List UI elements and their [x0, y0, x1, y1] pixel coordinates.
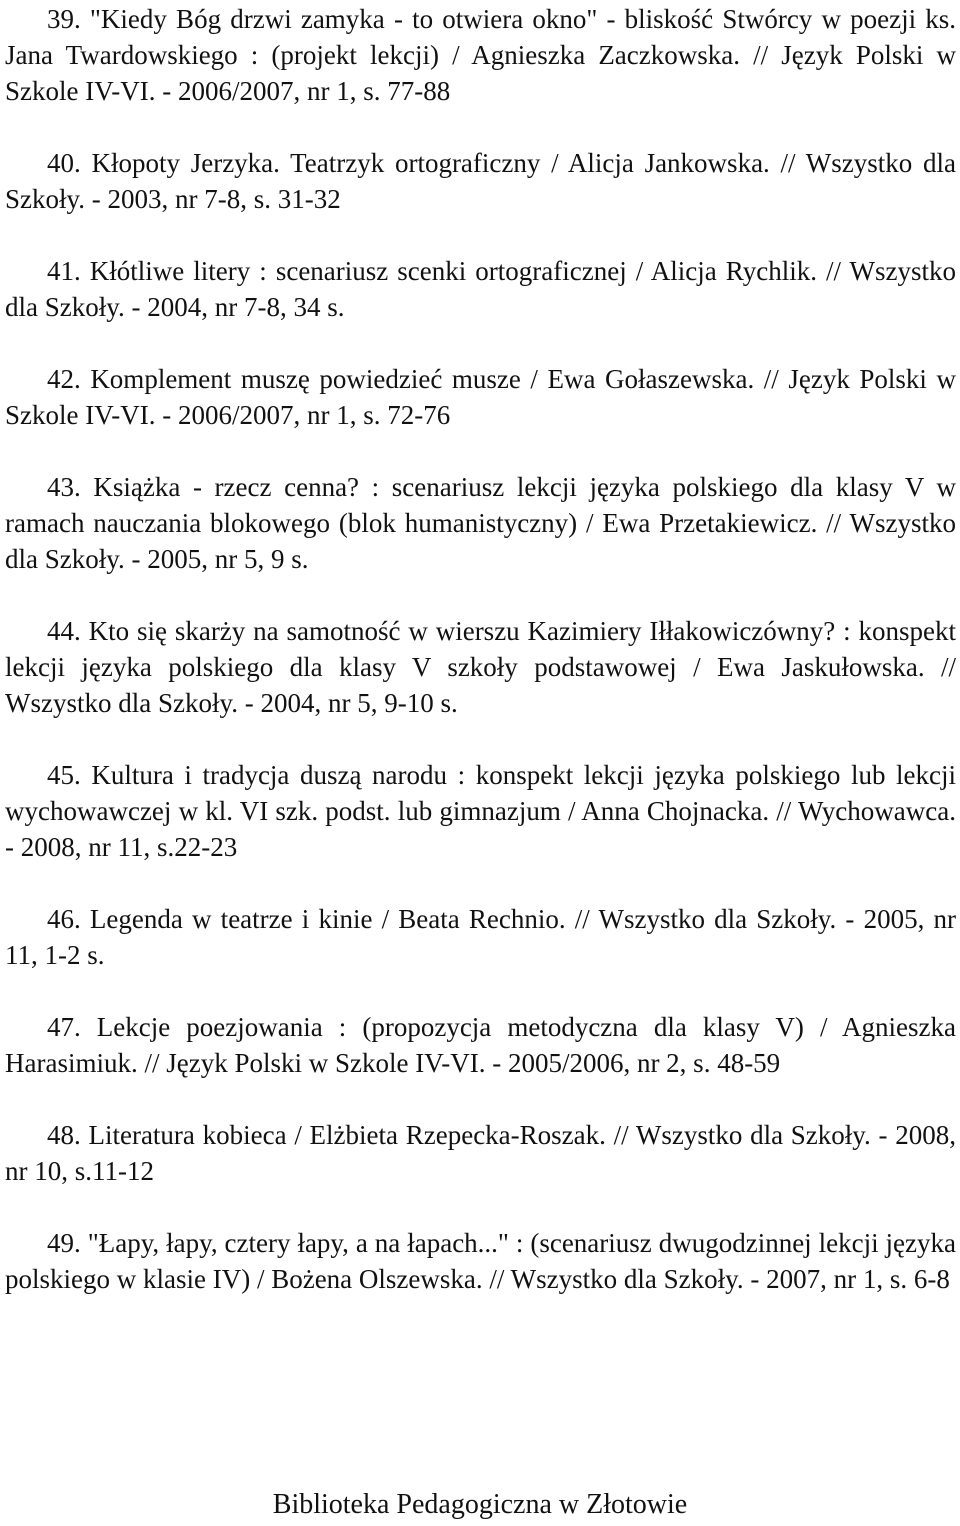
footer-library-name: Biblioteka Pedagogiczna w Złotowie	[272, 1489, 688, 1520]
bibliography-entry-39: 39. "Kiedy Bóg drzwi zamyka - to otwiera okno" - bliskość Stwórcy w poezji ks. Jana Twardowskiego : (projekt lekcji) / Agnieszka Zaczkowska. // Język Polski w Szkole IV-VI. - 2006/2007, nr 1, s. 77-88	[5, 4, 956, 106]
bibliography-entry-47: 47. Lekcje poezjowania : (propozycja metodyczna dla klasy V) / Agnieszka Harasimiuk. // Język Polski w Szkole IV-VI. - 2005/2006, nr 2, s. 48-59	[5, 1012, 956, 1078]
bibliography-entry-48: 48. Literatura kobieca / Elżbieta Rzepecka-Roszak. // Wszystko dla Szkoły. - 2008, nr 10, s.11-12	[5, 1120, 956, 1186]
page-footer	[0, 1488, 960, 1522]
bibliography-entry-42: 42. Komplement muszę powiedzieć musze / Ewa Gołaszewska. // Język Polski w Szkole IV-VI. - 2006/2007, nr 1, s. 72-76	[5, 364, 956, 430]
bibliography-list	[5, 1, 956, 1333]
bibliography-entry-49: 49. "Łapy, łapy, cztery łapy, a na łapach..." : (scenariusz dwugodzinnej lekcji języka polskiego w klasie IV) / Bożena Olszewska. // Wszystko dla Szkoły. - 2007, nr 1, s. 6-8	[5, 1228, 956, 1294]
bibliography-entry-41: 41. Kłótliwe litery : scenariusz scenki ortograficznej / Alicja Rychlik. // Wszystko dla Szkoły. - 2004, nr 7-8, 34 s.	[5, 256, 956, 322]
bibliography-entry-45: 45. Kultura i tradycja duszą narodu : konspekt lekcji języka polskiego lub lekcji wychowawczej w kl. VI szk. podst. lub gimnazjum / Anna Chojnacka. // Wychowawca. - 2008, nr 11, s.22-23	[5, 760, 956, 862]
bibliography-entry-43: 43. Książka - rzecz cenna? : scenariusz lekcji języka polskiego dla klasy V w ramach nauczania blokowego (blok humanistyczny) / Ewa Przetakiewicz. // Wszystko dla Szkoły. - 2005, nr 5, 9 s.	[5, 472, 956, 574]
bibliography-entry-40: 40. Kłopoty Jerzyka. Teatrzyk ortograficzny / Alicja Jankowska. // Wszystko dla Szkoły. - 2003, nr 7-8, s. 31-32	[5, 148, 956, 214]
bibliography-entry-44: 44. Kto się skarży na samotność w wierszu Kazimiery Iłłakowiczówny? : konspekt lekcji języka polskiego dla klasy V szkoły podstawowej / Ewa Jaskułowska. // Wszystko dla Szkoły. - 2004, nr 5, 9-10 s.	[5, 616, 956, 718]
bibliography-entry-46: 46. Legenda w teatrze i kinie / Beata Rechnio. // Wszystko dla Szkoły. - 2005, nr 11, 1-2 s.	[5, 904, 956, 970]
